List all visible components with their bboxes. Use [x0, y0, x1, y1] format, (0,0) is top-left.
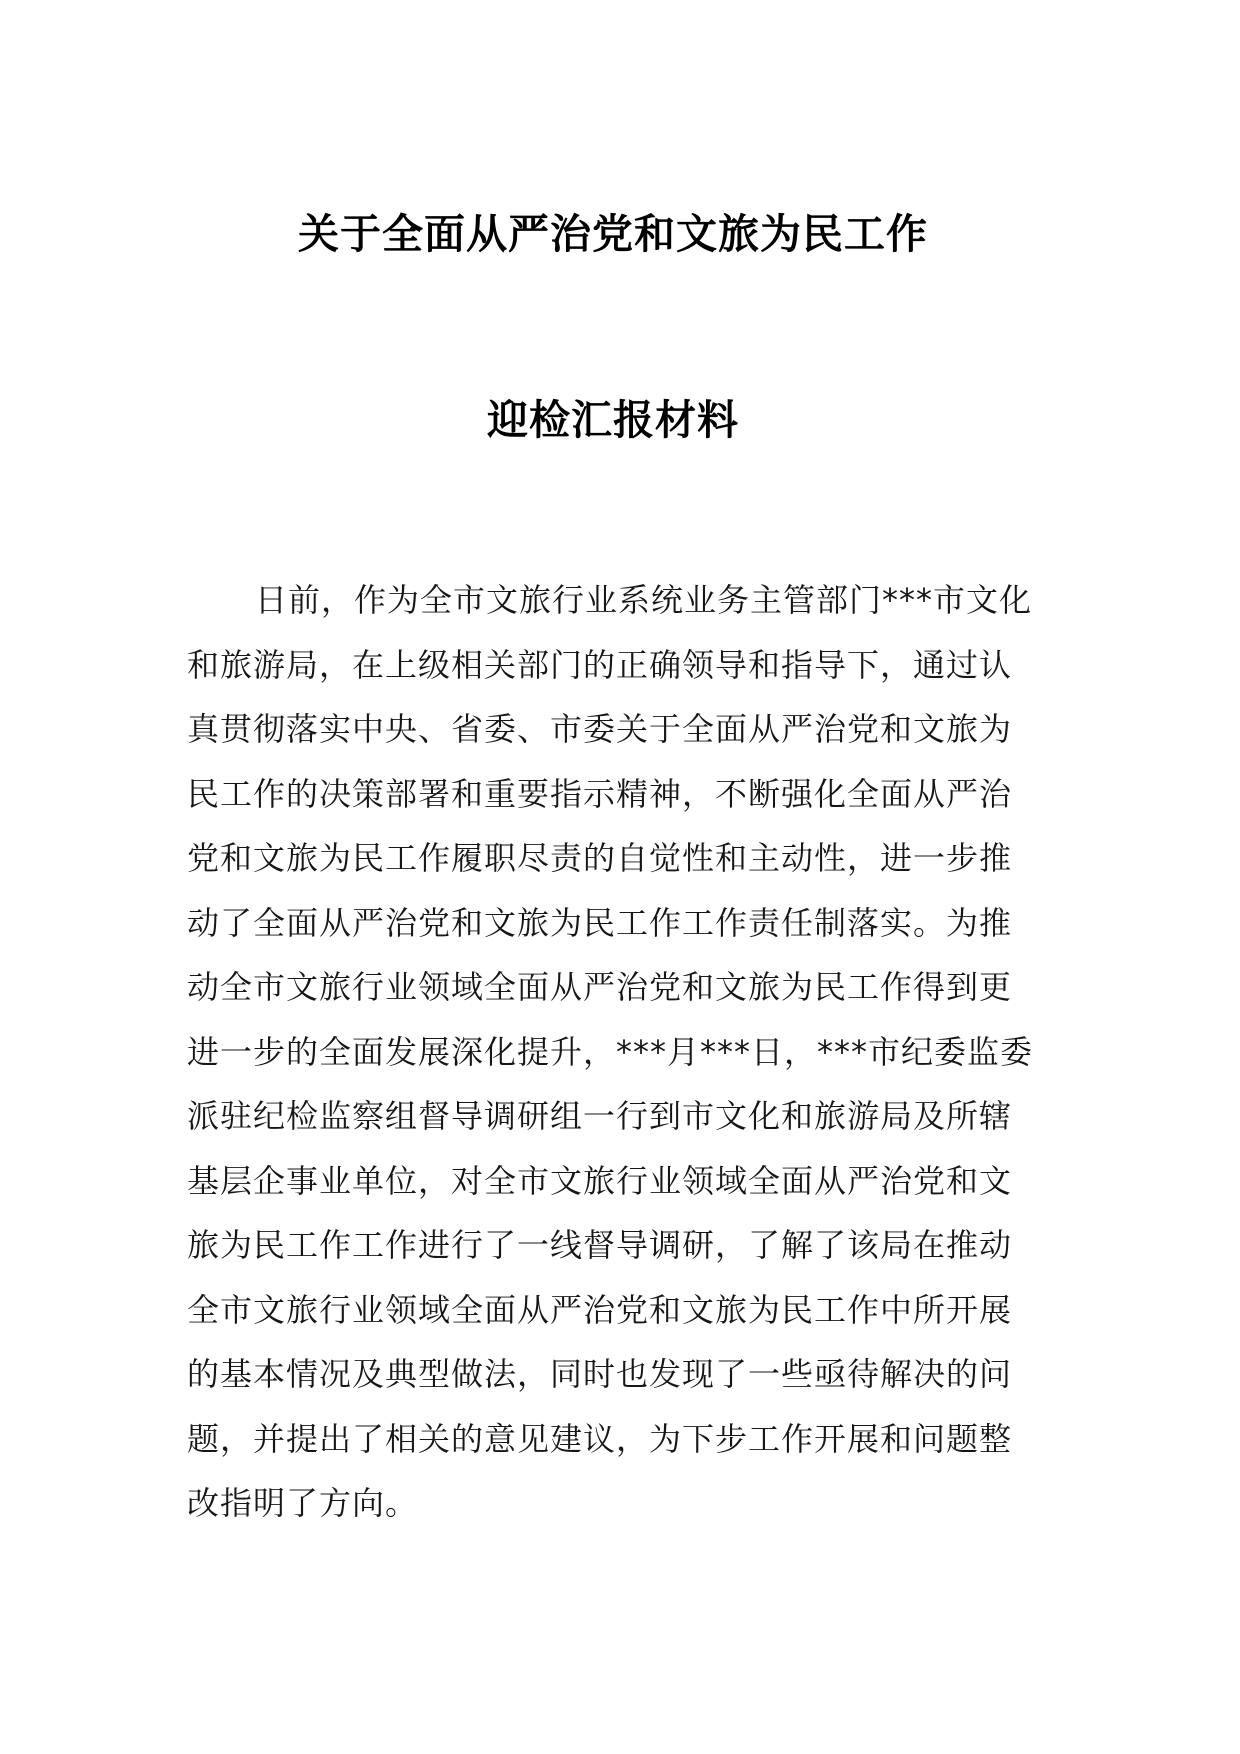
- paragraph-line: 进一步的全面发展深化提升，***月***日，***市纪委监委: [187, 1032, 1034, 1071]
- paragraph-line: 题，并提出了相关的意见建议，为下步工作开展和问题整: [187, 1419, 1013, 1458]
- paragraph-line: 基层企事业单位，对全市文旅行业领域全面从严治党和文: [187, 1161, 1013, 1200]
- document-title-line-2: 迎检汇报材料: [487, 396, 739, 444]
- paragraph-line: 动了全面从严治党和文旅为民工作工作责任制落实。为推: [187, 903, 1013, 942]
- document-title-line-1: 关于全面从严治党和文旅为民工作: [298, 210, 928, 258]
- paragraph-line: 真贯彻落实中央、省委、市委关于全面从严治党和文旅为: [187, 710, 1013, 748]
- paragraph-line: 旅为民工作工作进行了一线督导调研，了解了该局在推动: [187, 1226, 1013, 1264]
- paragraph-line: 改指明了方向。: [187, 1484, 419, 1522]
- paragraph-line: 日前，作为全市文旅行业系统业务主管部门***市文化: [255, 581, 1033, 619]
- paragraph-line: 和旅游局，在上级相关部门的正确领导和指导下，通过认: [187, 645, 1013, 684]
- paragraph-line: 动全市文旅行业领域全面从严治党和文旅为民工作得到更: [187, 968, 1013, 1006]
- paragraph-line: 派驻纪检监察组督导调研组一行到市文化和旅游局及所辖: [187, 1097, 1013, 1135]
- paragraph-line: 全市文旅行业领域全面从严治党和文旅为民工作中所开展: [187, 1290, 1013, 1329]
- paragraph-line: 民工作的决策部署和重要指示精神，不断强化全面从严治: [187, 774, 1013, 813]
- paragraph-line: 党和文旅为民工作履职尽责的自觉性和主动性，进一步推: [187, 839, 1013, 877]
- paragraph-line: 的基本情况及典型做法，同时也发现了一些亟待解决的问: [187, 1355, 1013, 1393]
- body-paragraph: [187, 568, 1057, 1536]
